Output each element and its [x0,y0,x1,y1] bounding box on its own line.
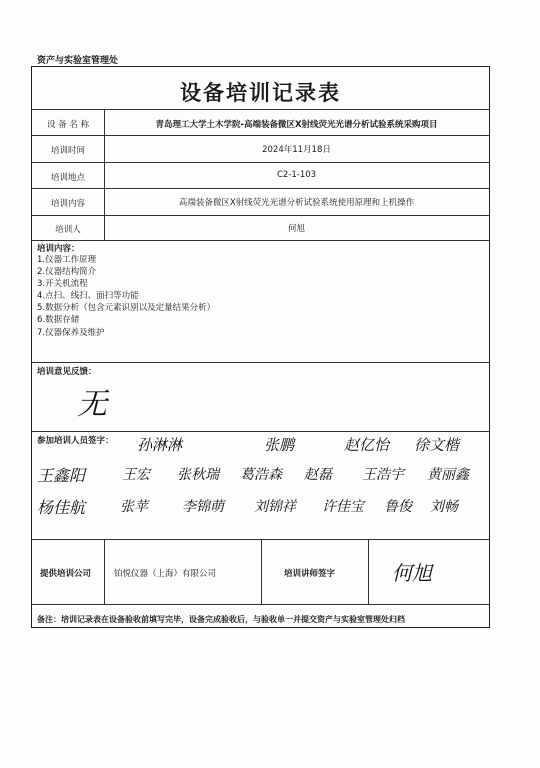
org-header: 资产与实验室管理处 [37,56,119,66]
participant-signature: 王宏 [122,467,150,483]
row-label-location: 培训地点 [50,173,85,183]
participant-signature: 赵磊 [304,467,332,483]
trainer-signature: 何旭 [392,561,432,585]
content-list [37,254,215,339]
row-label-trainer: 培训人 [55,225,81,235]
row-label-equipment: 设 备 名 称 [46,120,90,130]
participant-signature: 张秋瑞 [177,467,219,483]
participant-signature: 张苹 [120,499,148,515]
participant-signature: 王浩宇 [362,467,404,483]
content-item: 1.仪器工作原理 [37,255,97,265]
content-item: 7.仪器保养及维护 [37,327,105,338]
participant-signature: 赵亿怡 [344,436,390,454]
row-value-time: 2024年11月18日 [262,145,331,155]
row-label-time: 培训时间 [50,146,85,156]
participant-signature: 葛浩森 [240,467,282,483]
feedback-title: 培训意见反馈： [37,367,97,377]
participant-signature: 杨佳航 [37,498,86,517]
row-value-equipment: 青岛理工大学土木学院-高端装备微区X射线荧光光谱分析试验系统采购项目 [155,120,438,130]
row-value-content: 高端装备微区X射线荧光光谱分析试验系统使用原理和上机操作 [178,198,415,208]
content-item: 4.点扫、线扫、面扫等功能 [37,291,139,302]
provider-value: 铂悦仪器（上海）有限公司 [114,569,217,579]
participant-signature: 许佳宝 [322,499,364,515]
trainer-sign-label: 培训讲师签字 [284,569,336,579]
content-item: 2.仪器结构简介 [37,267,97,278]
participant-signature: 徐文楷 [414,436,460,454]
content-item: 5.数据分析（包含元素识别以及定量结果分析） [37,303,216,314]
content-item: 3.开关机流程 [37,279,88,290]
content-item: 6.数据存储 [37,315,80,326]
training-record-form [31,66,490,628]
row-value-trainer: 何旭 [287,224,305,234]
participant-signature: 鲁俊 [384,499,412,515]
participant-signature: 黄丽鑫 [427,467,469,483]
participant-signature: 王鑫阳 [37,466,86,485]
row-value-location: C2-1-103 [276,170,317,180]
form-title: 设备培训记录表 [180,81,341,105]
participant-signature: 刘畅 [430,499,458,515]
participant-signature: 张鹏 [264,436,295,454]
participants-title: 参加培训人员签字： [37,436,114,446]
row-label-content: 培训内容 [50,199,85,209]
content-title: 培训内容： [37,244,80,254]
participant-signature: 李锦萌 [182,499,224,515]
provider-label: 提供培训公司 [40,569,92,579]
form-note: 备注：培训记录表在设备验收前填写完毕，设备完成验收后，与验收单一并提交资产与实验室管理处归档 [37,615,405,624]
participant-signature: 刘锦祥 [254,499,296,515]
participant-signature: 孙淋淋 [137,436,183,454]
feedback-handwritten: 无 [77,387,107,422]
